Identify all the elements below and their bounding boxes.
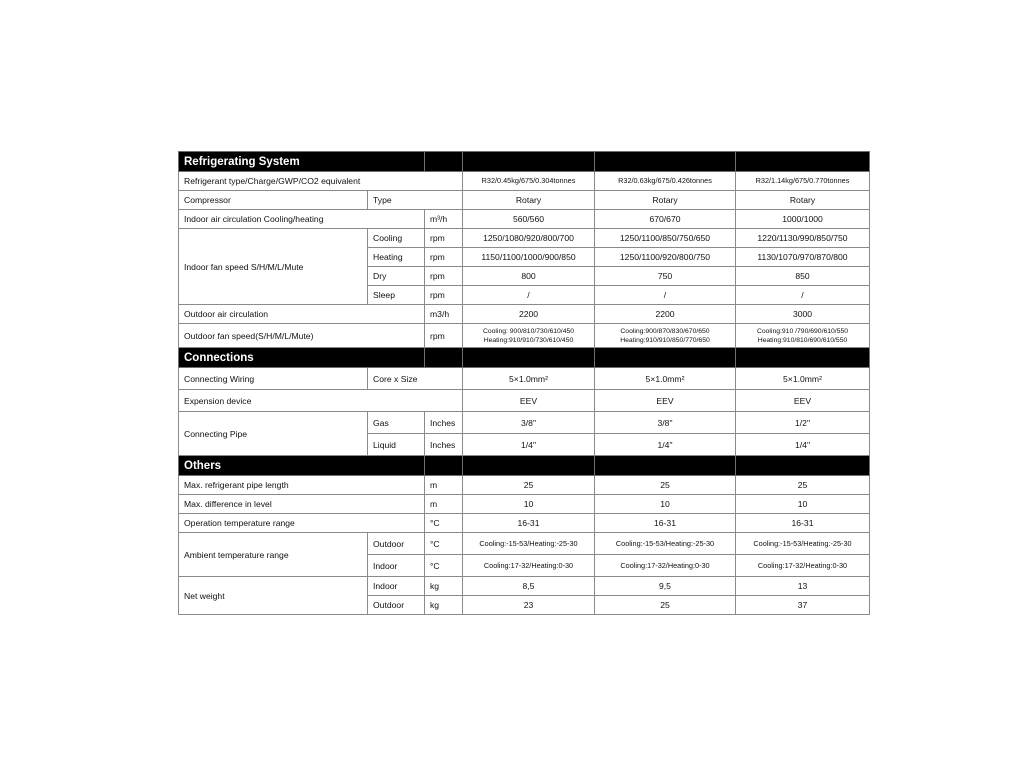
row-unit: Inches <box>425 434 463 456</box>
cell-value: 9,5 <box>595 577 736 596</box>
cell-value: EEV <box>595 390 736 412</box>
row-label: Ambient temperature range <box>179 533 368 577</box>
cell-value: 25 <box>595 596 736 615</box>
cell-value: 10 <box>463 495 595 514</box>
row-sublabel: Outdoor <box>368 533 425 555</box>
row-sublabel: Indoor <box>368 555 425 577</box>
cell-value: 13 <box>736 577 870 596</box>
cell-value: 23 <box>463 596 595 615</box>
table-row-ambient-outdoor <box>179 533 870 555</box>
row-sublabel: Dry <box>368 267 425 286</box>
table-row-outdoor-fan <box>179 324 870 348</box>
row-unit: rpm <box>425 286 463 305</box>
cell-value: 25 <box>736 476 870 495</box>
table-row-indoor-air <box>179 210 870 229</box>
row-unit: rpm <box>425 248 463 267</box>
row-label: Connecting Wiring <box>179 368 368 390</box>
cell-value: Rotary <box>595 191 736 210</box>
cell-value: R32/0.63kg/675/0.426tonnes <box>595 172 736 191</box>
cell-value: 25 <box>463 476 595 495</box>
row-sublabel: Liquid <box>368 434 425 456</box>
cell-value: 1250/1100/920/800/750 <box>595 248 736 267</box>
row-unit: Inches <box>425 412 463 434</box>
cooling-line: Cooling:900/870/830/670/650 <box>620 327 710 335</box>
row-sublabel: Outdoor <box>368 596 425 615</box>
row-label: Expension device <box>179 390 463 412</box>
cell-value <box>736 324 870 348</box>
cell-value: 10 <box>595 495 736 514</box>
section-title: Others <box>179 456 425 476</box>
row-unit: kg <box>425 577 463 596</box>
cell-value: 37 <box>736 596 870 615</box>
row-unit: kg <box>425 596 463 615</box>
table-row-operation-temp <box>179 514 870 533</box>
row-unit: rpm <box>425 229 463 248</box>
row-unit: rpm <box>425 267 463 286</box>
cooling-line: Cooling:910 /790/690/610/550 <box>756 327 849 335</box>
heating-line: Heating:910/910/850/770/650 <box>620 336 710 344</box>
section-title: Refrigerating System <box>179 152 425 172</box>
cell-value: 1000/1000 <box>736 210 870 229</box>
cell-value: 1250/1080/920/800/700 <box>463 229 595 248</box>
cell-value <box>595 324 736 348</box>
table-row-compressor <box>179 191 870 210</box>
table-row-indoor-fan-cooling <box>179 229 870 248</box>
cell-value: 750 <box>595 267 736 286</box>
section-title: Connections <box>179 348 425 368</box>
table-row-refrigerant <box>179 172 870 191</box>
cell-value <box>463 324 595 348</box>
row-unit: °C <box>425 555 463 577</box>
row-label: Indoor fan speed S/H/M/L/Mute <box>179 229 368 305</box>
row-unit: m3/h <box>425 305 463 324</box>
cell-value: Cooling:-15-53/Heating:-25-30 <box>595 533 736 555</box>
section-header-others <box>179 456 870 476</box>
cell-value: 5×1.0mm² <box>736 368 870 390</box>
cell-value: 1150/1100/1000/900/850 <box>463 248 595 267</box>
cell-value: 16-31 <box>736 514 870 533</box>
cell-value: 8,5 <box>463 577 595 596</box>
row-label: Operation temperature range <box>179 514 425 533</box>
cell-value: 1/2" <box>736 412 870 434</box>
row-label: Max. refrigerant pipe length <box>179 476 425 495</box>
table-row-net-weight-indoor <box>179 577 870 596</box>
row-sublabel: Heating <box>368 248 425 267</box>
table-row-expansion <box>179 390 870 412</box>
cell-value: R32/1.14kg/675/0.770tonnes <box>736 172 870 191</box>
row-sublabel: Type <box>368 191 463 210</box>
row-sublabel: Gas <box>368 412 425 434</box>
row-label: Refrigerant type/Charge/GWP/CO2 equivalent <box>179 172 463 191</box>
row-label: Outdoor air circulation <box>179 305 425 324</box>
heating-line: Heating:910/910/730/610/450 <box>483 336 574 344</box>
cell-value: 5×1.0mm² <box>595 368 736 390</box>
cell-value: 1/4" <box>736 434 870 456</box>
row-label: Connecting Pipe <box>179 412 368 456</box>
cell-value: 10 <box>736 495 870 514</box>
row-label: Max. difference in level <box>179 495 425 514</box>
cell-value: / <box>463 286 595 305</box>
row-unit: °C <box>425 514 463 533</box>
cell-value: 2200 <box>595 305 736 324</box>
cooling-line: Cooling: 900/810/730/610/450 <box>482 327 575 335</box>
cell-value: 5×1.0mm² <box>463 368 595 390</box>
section-header-connections <box>179 348 870 368</box>
cell-value: R32/0.45kg/675/0.304tonnes <box>463 172 595 191</box>
cell-value: 3/8" <box>595 412 736 434</box>
cell-value: Cooling:-15-53/Heating:-25-30 <box>463 533 595 555</box>
cell-value: 3/8" <box>463 412 595 434</box>
cell-value: 670/670 <box>595 210 736 229</box>
spec-table <box>178 151 870 615</box>
cell-value: 1250/1100/850/750/650 <box>595 229 736 248</box>
table-row-wiring <box>179 368 870 390</box>
cell-value: 560/560 <box>463 210 595 229</box>
row-label: Outdoor fan speed(S/H/M/L/Mute) <box>179 324 425 348</box>
cell-value: EEV <box>463 390 595 412</box>
row-sublabel: Core x Size <box>368 368 463 390</box>
table-row-level-difference <box>179 495 870 514</box>
row-unit: °C <box>425 533 463 555</box>
cell-value: Cooling:17-32/Heating:0-30 <box>736 555 870 577</box>
heating-line: Heating:910/810/690/610/550 <box>757 336 848 344</box>
cell-value: Cooling:17-32/Heating:0-30 <box>595 555 736 577</box>
row-sublabel: Indoor <box>368 577 425 596</box>
table-row-pipe-length <box>179 476 870 495</box>
row-label: Net weight <box>179 577 368 615</box>
cell-value: Rotary <box>463 191 595 210</box>
section-header-refrigerating <box>179 152 870 172</box>
cell-value: 2200 <box>463 305 595 324</box>
cell-value: EEV <box>736 390 870 412</box>
cell-value: 1/4" <box>595 434 736 456</box>
cell-value: 1130/1070/970/870/800 <box>736 248 870 267</box>
cell-value: Cooling:17-32/Heating:0-30 <box>463 555 595 577</box>
cell-value: 800 <box>463 267 595 286</box>
cell-value: 1/4" <box>463 434 595 456</box>
cell-value: 25 <box>595 476 736 495</box>
row-sublabel: Sleep <box>368 286 425 305</box>
table-row-outdoor-air <box>179 305 870 324</box>
row-label: Indoor air circulation Cooling/heating <box>179 210 425 229</box>
cell-value: 1220/1130/990/850/750 <box>736 229 870 248</box>
cell-value: 16-31 <box>463 514 595 533</box>
cell-value: / <box>595 286 736 305</box>
cell-value: / <box>736 286 870 305</box>
row-unit: m <box>425 476 463 495</box>
cell-value: 850 <box>736 267 870 286</box>
row-unit: m <box>425 495 463 514</box>
row-label: Compressor <box>179 191 368 210</box>
table-row-pipe-gas <box>179 412 870 434</box>
cell-value: Rotary <box>736 191 870 210</box>
row-sublabel: Cooling <box>368 229 425 248</box>
row-unit: rpm <box>425 324 463 348</box>
row-unit: m³/h <box>425 210 463 229</box>
cell-value: 3000 <box>736 305 870 324</box>
cell-value: Cooling:-15-53/Heating:-25-30 <box>736 533 870 555</box>
cell-value: 16-31 <box>595 514 736 533</box>
